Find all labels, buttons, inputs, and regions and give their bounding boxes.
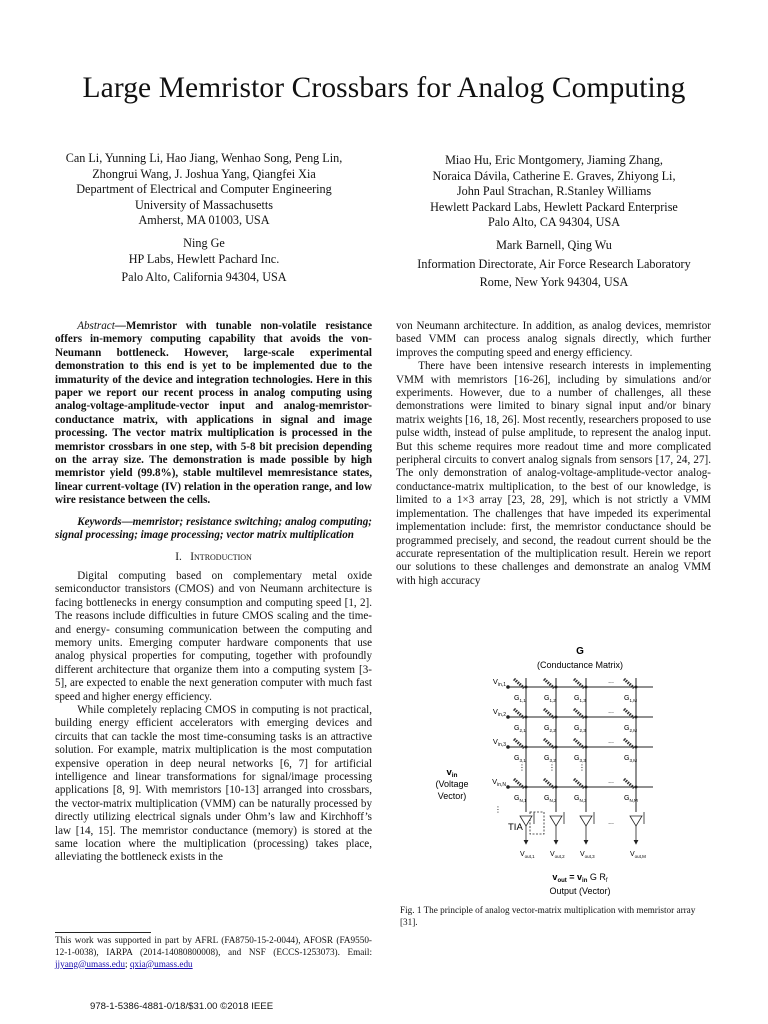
junction (585, 686, 588, 689)
row-input-label: $V_{in,N}$ (492, 777, 506, 788)
amplifier-symbol (580, 816, 592, 826)
amplifier-symbol (630, 816, 642, 826)
paper-title: Large Memristor Crossbars for Analog Computing (82, 72, 686, 104)
cell-conductance-label: $G_{2,1}$ (514, 725, 526, 733)
cell-conductance-label: $G_{1,1}$ (514, 695, 526, 703)
footnote-rule (55, 932, 151, 933)
ellipsis: ... (608, 778, 614, 785)
affiliation: Information Directorate, Air Force Research Laboratory (417, 256, 691, 271)
junction (555, 786, 558, 789)
junction (555, 746, 558, 749)
input-vector-desc: (Voltage (435, 779, 469, 789)
output-equation: $v_{out} = v_{in}$ G $R_f$ (552, 872, 608, 884)
section-heading (55, 551, 372, 564)
address: Palo Alto, California 94304, USA (121, 270, 287, 285)
cell-conductance-label: $G_{2,3}$ (574, 725, 586, 733)
output-label: $V_{out,3}$ (580, 851, 595, 859)
junction (555, 716, 558, 719)
author-block-right (384, 153, 724, 291)
figure-caption: Fig. 1 The principle of analog vector-matrix multiplication with memristor array [31]. (400, 905, 696, 927)
cell-conductance-label: $G_{3,1}$ (514, 755, 526, 763)
vertical-ellipsis: ⋮ (548, 763, 556, 772)
keywords-text: memristor; resistance switching; analog computing; signal processing; image processing; vector matrix multiplication (55, 515, 372, 542)
junction (635, 716, 638, 719)
affiliation: HP Labs, Hewlett Pachard Inc. (128, 251, 280, 266)
address: Rome, New York 94304, USA (479, 275, 629, 290)
cell-conductance-label: $G_{N,1}$ (514, 795, 527, 803)
junction (635, 686, 638, 689)
junction (525, 716, 528, 719)
section-number: I. (175, 550, 182, 563)
affiliation: Department of Electrical and Computer Engineering (76, 182, 332, 197)
author-names: Mark Barnell, Qing Wu (496, 237, 612, 252)
author-names: Ning Ge (183, 235, 225, 250)
figure-1 (408, 640, 708, 902)
cell-conductance-label: $G_{3,3}$ (574, 755, 586, 763)
paragraph: While completely replacing CMOS in computing is not practical, building energy efficient accelerators with emerging devices and circuits that can tackle the most time-consuming tasks is an attractive solution. For example, matrix multiplication is the most computation expensive operation in deep neural networks [6, 7] for artificial intelligence and linear transformations for signal/image processing applications [8, 9]. With memristors [10-13] arranged into crossbars, the vector-matrix multiplication (VMM) can be naturally processed by directly utilizing electrical signals under Ohm’s law and Kirchhoff’s law [14, 15]. The memristor conductance (memory) is stored at the same location where the multiplication (processing) takes place, alleviating the bottleneck exists in the (55, 703, 372, 864)
ellipsis: ... (608, 678, 614, 685)
cell-conductance-label: $G_{2,2}$ (544, 725, 556, 733)
abstract-text: Memristor with tunable non-volatile resistance offers in-memory computing capability that avoids the von-Neumann bottleneck. However, large-scale experimental demonstration to this end is yet to be implemented due to the immaturity of the device and integration technologies. Here in this paper we report our recent process in analog computing using analog-voltage-amplitude-vector input and analog-memristor-conductance matrix, with applications in signal and image processing. The vector matrix multiplication is processed in the memristor crossbars in one step, with 5-8 bit precision depending on the array size. The demonstration is made possible by high memristor yield (99.8%), stable multilevel memresistance states, linear current-voltage (IV) relation in the operation range, and low wire resistance between the cells. (55, 320, 372, 507)
figure-top-sublabel: (Conductance Matrix) (536, 660, 624, 670)
footnote: This work was supported in part by AFRL (FA8750-15-2-0044), AFOSR (FA9550-12-1-0038), IARPA (2014-14080800008), and NSF (ECCS-1253073). Email: jjyang@umass.edu; qxia@umass.edu (55, 935, 372, 969)
section-title: Introduction (190, 550, 252, 563)
vertical-ellipsis: ⋮ (518, 763, 526, 772)
row-input-label: $V_{in,2}$ (492, 707, 506, 718)
cell-conductance-label: $G_{1,3}$ (574, 695, 586, 703)
cell-conductance-label: $G_{N,2}$ (544, 795, 557, 803)
affiliation: University of Massachusetts (134, 197, 274, 212)
junction (525, 686, 528, 689)
email-link[interactable]: qxia@umass.edu (129, 958, 193, 969)
row-terminal (506, 785, 510, 789)
vertical-ellipsis: ⋮ (494, 805, 502, 814)
junction (525, 746, 528, 749)
cell-conductance-label: $G_{N,M}$ (624, 795, 638, 803)
row-terminal (506, 685, 510, 689)
ellipsis: ... (608, 819, 614, 826)
paragraph: von Neumann architecture. In addition, as analog devices, memristor based VMM can process analog signals directly, which further improves the computing speed and energy efficiency. (396, 320, 711, 359)
junction (635, 786, 638, 789)
author-block-left (34, 151, 374, 286)
junction (555, 686, 558, 689)
junction (635, 746, 638, 749)
author-names: Noraica Dávila, Catherine E. Graves, Zhiyong Li, (432, 168, 676, 183)
junction (585, 746, 588, 749)
figure-bottom-label: Output (Vector) (549, 886, 611, 896)
input-vector-desc: Vector) (437, 791, 467, 801)
author-names: Can Li, Yunning Li, Hao Jiang, Wenhao Song, Peng Lin, (65, 151, 343, 165)
affiliation: Hewlett Packard Labs, Hewlett Packard Enterprise (430, 199, 678, 214)
row-input-label: $V_{in,1}$ (492, 677, 506, 688)
tia-label: TIA (508, 822, 523, 833)
paragraph: There have been intensive research interests in implementing VMM with memristors [16-26], including by simulations and/or experiments. However, due to a number of challenges, all these demonstrations were limited to binary signal input and/or binary matrix weights [16, 18, 26]. Most recently, researchers proposed to use pulse width, instead of pulse amplitude, to represent the analog input. But this scheme requires more readout time and more complicated peripheral circuits to convert analog signals from sensors [17, 24, 27]. The only demonstration of analog-voltage-amplitude-vector analog-conductance-matrix multiplication, to the best of our knowledge, is limited to a 1×3 array [23, 28, 29], which is not strictly a VMM implementation. The challenges that have impeded its experimental implementation include: first, the memristor conductance should be programmed precisely, and second, the readout current should be the accurate representation of the multiplication result. Herein we report our solutions to these challenges and demonstrate an analog VMM with high accuracy (396, 360, 711, 587)
cell-conductance-label: $G_{1,M}$ (624, 695, 637, 703)
output-label: $V_{out,2}$ (550, 851, 565, 859)
row-terminal (506, 715, 510, 719)
paragraph: Digital computing based on complementary metal oxide semiconductor transistors (CMOS) and von Neumann architecture is facing bottlenecks in energy consumption and computing speed [1, 2]. The reasons include difficulties in future CMOS scaling and the time- and energy- consuming communication between the computing and memory units. Emerging computer hardware components that use analog physical properties for computing, together with profoundly different architecture that organize them into a computing system [3-5], are expected to enable the next generation computer with much fast speed and higher energy efficiency. (55, 569, 372, 703)
ellipsis: ... (608, 738, 614, 745)
abstract-label: Abstract (77, 320, 115, 332)
output-label: $V_{out,1}$ (520, 851, 535, 859)
author-names: Zhongrui Wang, J. Joshua Yang, Qiangfei Xia (92, 166, 316, 181)
right-column (396, 320, 711, 594)
vertical-ellipsis: ⋮ (578, 763, 586, 772)
keywords: Keywords—memristor; resistance switching; analog computing; signal processing; image processing; vector matrix multiplication (55, 515, 372, 542)
tia-box (530, 812, 544, 834)
keywords-label: Keywords (77, 515, 122, 528)
amplifier-symbol (550, 816, 562, 826)
figure-top-label: G (576, 646, 584, 657)
output-label: $V_{out,M}$ (630, 851, 646, 859)
junction (525, 786, 528, 789)
junction (585, 786, 588, 789)
junction (585, 716, 588, 719)
cell-conductance-label: $G_{1,2}$ (544, 695, 556, 703)
address: Palo Alto, CA 94304, USA (487, 215, 621, 230)
address: Amherst, MA 01003, USA (138, 213, 270, 228)
row-input-label: $V_{in,3}$ (492, 737, 506, 748)
left-column (55, 320, 372, 871)
input-vector-label: $v_{in}$ (446, 767, 458, 779)
cell-conductance-label: $G_{N,3}$ (574, 795, 587, 803)
ellipsis: ... (608, 708, 614, 715)
email-link[interactable]: jjyang@umass.edu (55, 958, 125, 969)
cell-conductance-label: $G_{3,M}$ (624, 755, 637, 763)
crossbar-diagram (408, 640, 708, 902)
cell-conductance-label: $G_{3,2}$ (544, 755, 556, 763)
copyright-line: 978-1-5386-4881-0/18/$31.00 ©2018 IEEE (90, 1001, 274, 1012)
author-names: John Paul Strachan, R.Stanley Williams (456, 184, 652, 199)
cell-conductance-label: $G_{2,M}$ (624, 725, 637, 733)
abstract: Abstract—Memristor with tunable non-volatile resistance offers in-memory computing capability that avoids the von-Neumann bottleneck. However, large-scale experimental demonstration to this end is yet to be implemented due to the immaturity of the device and integration technologies. Here in this paper we report our recent process in analog computing using analog-voltage-amplitude-vector input and analog-memristor-conductance matrix, with applications in signal and image processing. The vector matrix multiplication is processed in the memristor crossbars in one step, with 5-8 bit precision depending on the array size. The demonstration is made possible by high memristor yield (99.8%), stable multilevel memresistance states, linear current-voltage (IV) relation in the operation range, and low wire resistance between the cells. (55, 320, 372, 507)
author-names: Miao Hu, Eric Montgomery, Jiaming Zhang, (445, 153, 663, 167)
row-terminal (506, 745, 510, 749)
